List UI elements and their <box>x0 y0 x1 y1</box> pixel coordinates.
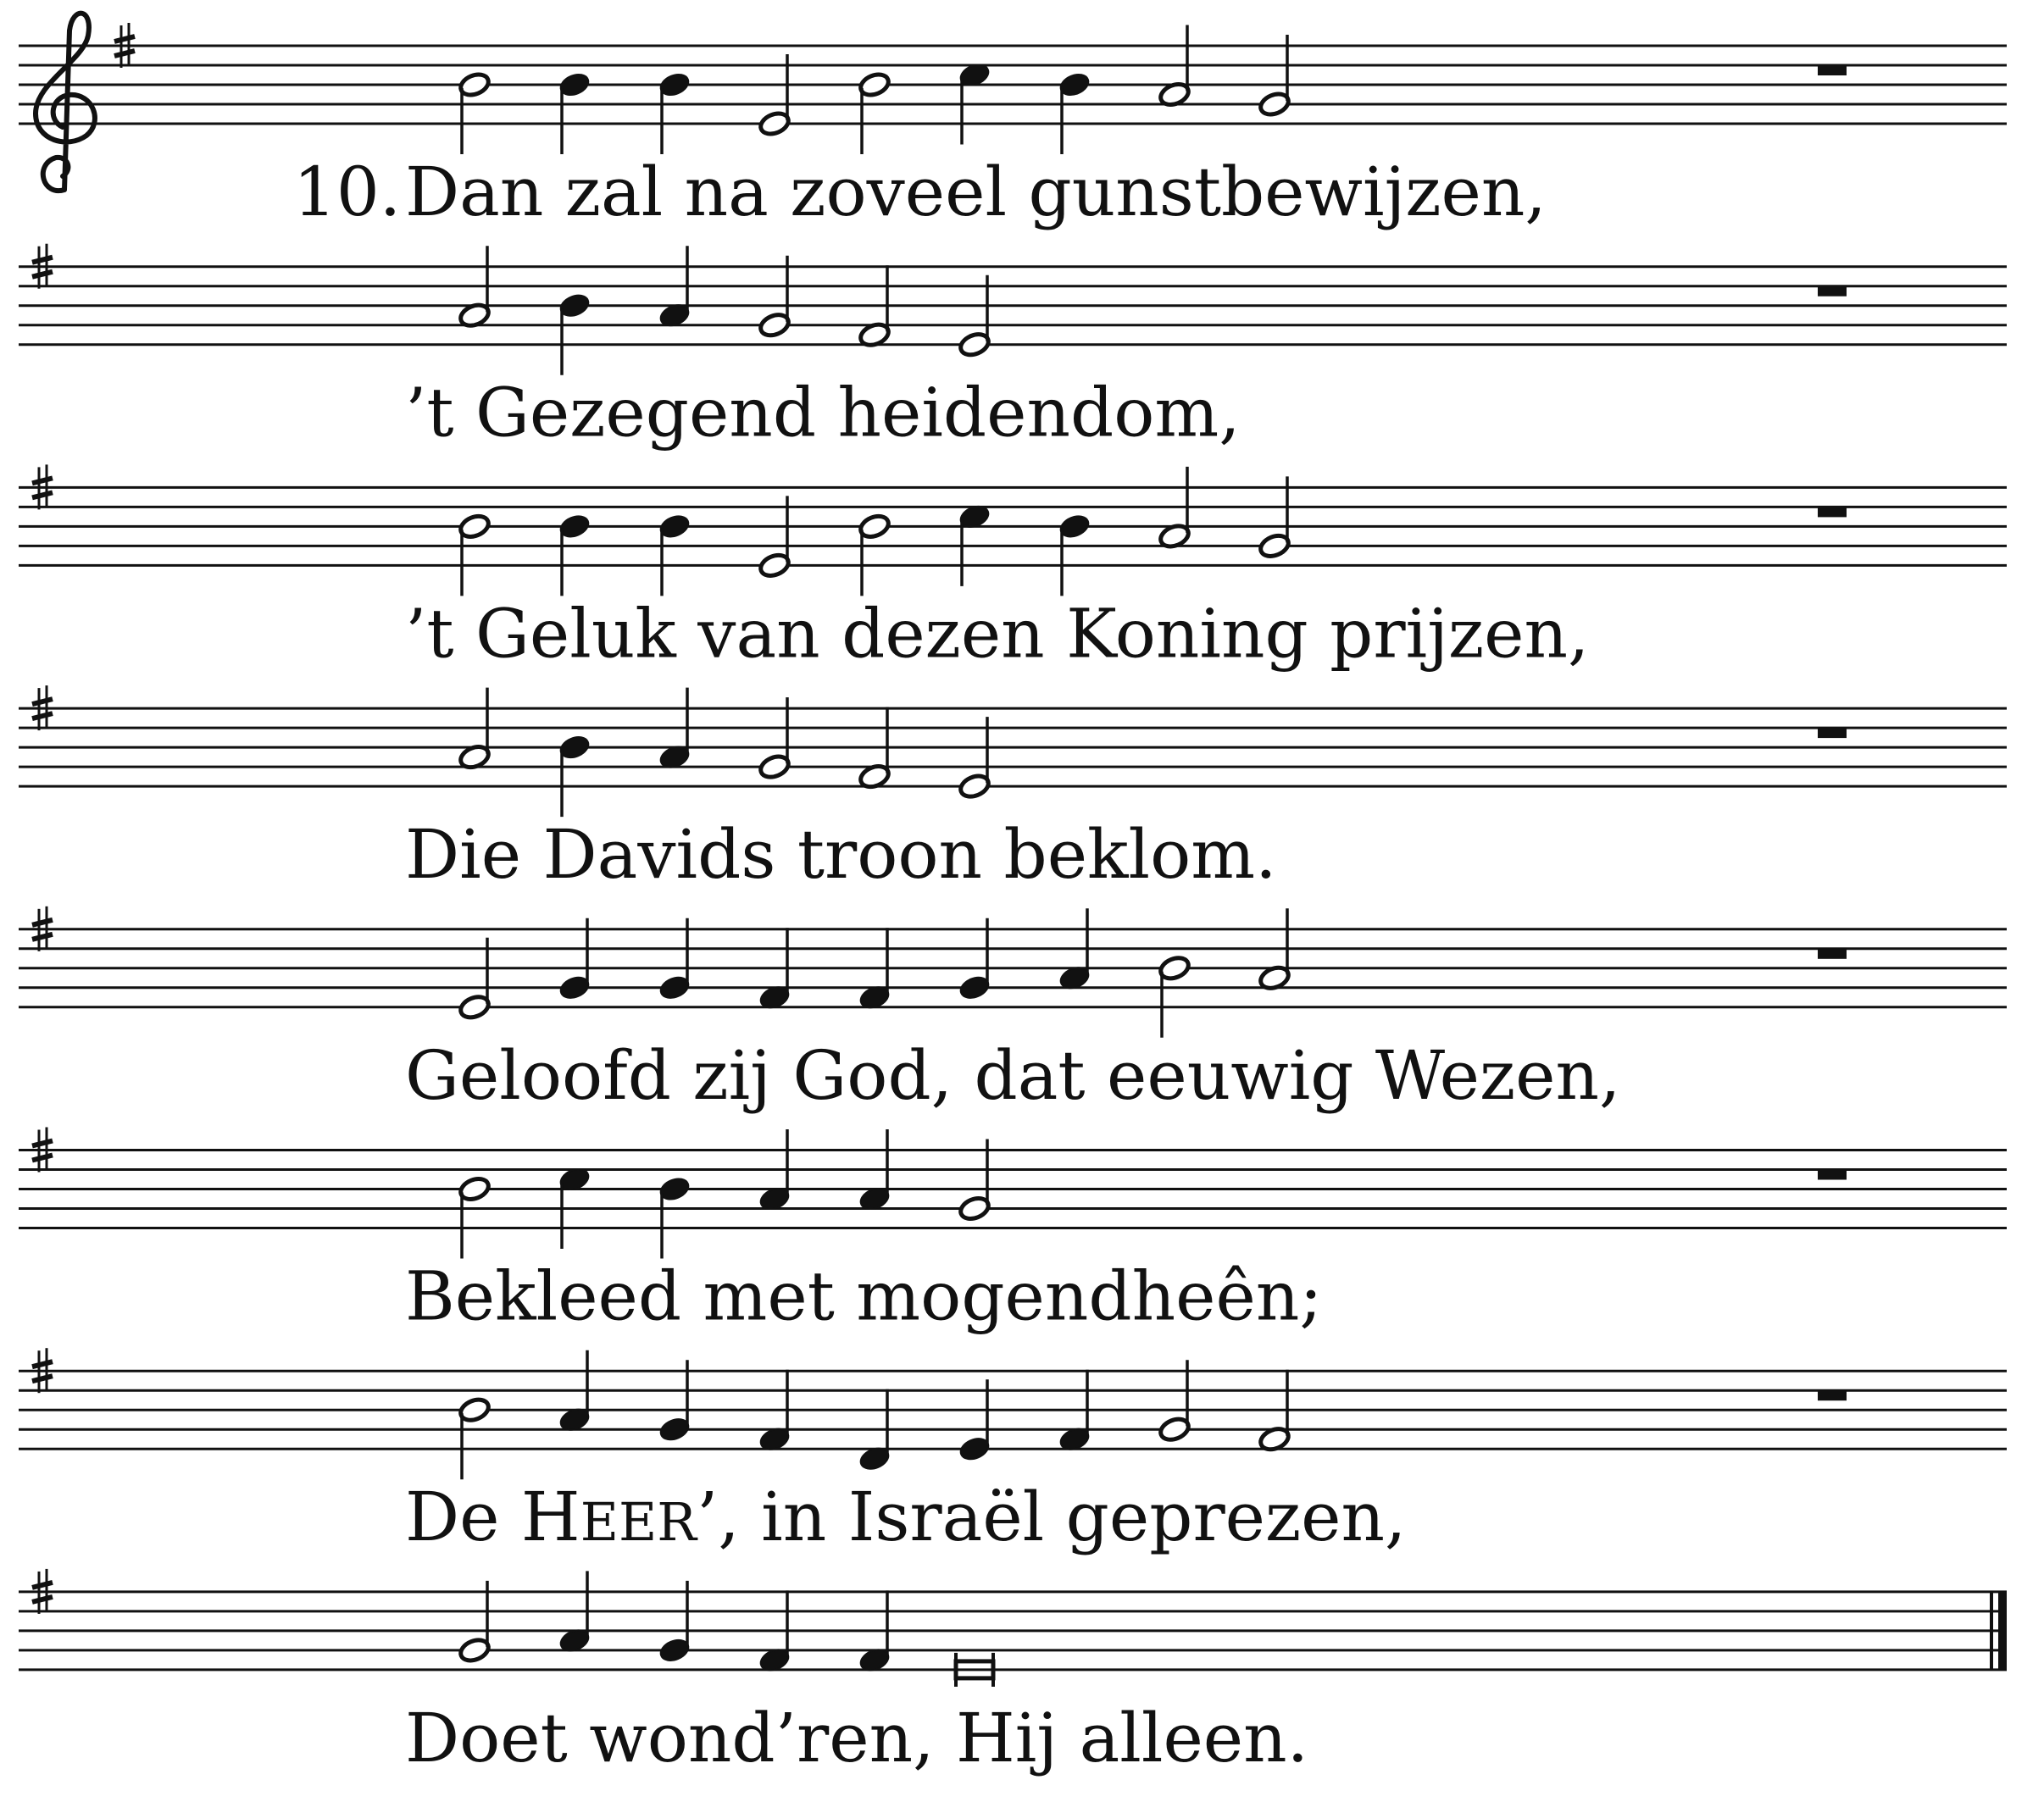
note <box>858 1590 891 1674</box>
note <box>558 918 592 1002</box>
note <box>658 246 692 330</box>
note <box>658 918 692 1002</box>
rest-icon <box>1818 728 1847 738</box>
staff-system <box>19 1569 2007 1687</box>
note <box>458 688 492 772</box>
note <box>558 70 592 154</box>
staff-system <box>19 1348 2007 1479</box>
note <box>958 717 991 801</box>
note <box>558 1571 592 1655</box>
note <box>658 1175 692 1259</box>
lyric-fragment: Geloofd zij God, dat eeuwig Wezen, <box>405 1035 1621 1115</box>
note <box>958 61 991 145</box>
note <box>558 291 592 375</box>
note <box>558 1165 592 1249</box>
staff-system <box>19 244 2007 375</box>
note <box>858 1129 891 1213</box>
rest-icon <box>1818 1170 1847 1180</box>
note <box>458 246 492 330</box>
note <box>958 1139 991 1223</box>
note <box>458 70 492 154</box>
note <box>658 1581 692 1665</box>
note <box>1058 70 1091 154</box>
note <box>458 938 492 1022</box>
lyric-line <box>405 374 1241 452</box>
note <box>758 1370 791 1454</box>
lyric-fragment: ’, in Israël geprezen, <box>696 1478 1407 1557</box>
note <box>458 1581 492 1665</box>
note <box>1158 467 1191 551</box>
lyric-line <box>405 1036 1620 1115</box>
rest-icon <box>1818 1390 1847 1400</box>
note <box>758 1129 791 1213</box>
lyric-line <box>405 1257 1322 1336</box>
note <box>958 918 991 1002</box>
note <box>858 513 891 596</box>
note <box>758 54 791 138</box>
note <box>1258 476 1291 560</box>
note <box>858 70 891 154</box>
rest-icon <box>1818 949 1847 959</box>
note <box>758 1590 791 1674</box>
note <box>958 502 991 586</box>
note <box>1058 1370 1091 1454</box>
rest-icon <box>1818 507 1847 517</box>
lyric-line <box>405 152 1547 231</box>
note <box>758 256 791 340</box>
lyric-fragment: EER <box>580 1491 697 1554</box>
note <box>458 1396 492 1480</box>
note <box>958 1379 991 1463</box>
note <box>458 513 492 596</box>
note <box>558 513 592 596</box>
note <box>1258 1370 1291 1454</box>
note <box>758 928 791 1012</box>
lyric-fragment: ’t Gezegend heidendom, <box>405 373 1241 452</box>
note <box>1258 35 1291 119</box>
note <box>1158 1360 1191 1444</box>
note <box>1158 25 1191 109</box>
note <box>558 1350 592 1434</box>
note <box>958 275 991 359</box>
note <box>858 1389 891 1473</box>
verse-number: 10. <box>293 152 402 231</box>
note <box>658 513 692 596</box>
note <box>858 707 891 791</box>
note <box>1158 954 1191 1038</box>
rest-icon <box>1818 65 1847 75</box>
lyric-line <box>405 815 1277 894</box>
lyric-fragment: Bekleed met mogendheên; <box>405 1256 1323 1336</box>
treble-clef-icon <box>36 14 95 191</box>
staff-system <box>19 907 2007 1038</box>
note <box>658 70 692 154</box>
note <box>658 1360 692 1444</box>
rest-icon <box>1818 286 1847 297</box>
note <box>1058 513 1091 596</box>
note <box>458 1175 492 1259</box>
lyric-fragment: De H <box>405 1478 580 1557</box>
note <box>1058 908 1091 992</box>
note <box>858 265 891 349</box>
lyric-fragment: Die Davids troon beklom. <box>405 815 1277 895</box>
lyric-fragment: Dan zal na zoveel gunstbewijzen, <box>405 152 1547 231</box>
note <box>758 496 791 579</box>
note <box>758 697 791 781</box>
staff-system <box>19 464 2007 596</box>
lyric-line <box>405 1699 1308 1777</box>
lyric-line <box>405 1478 1406 1556</box>
staff-system <box>19 1128 2007 1259</box>
note <box>658 688 692 772</box>
note <box>558 734 592 818</box>
note <box>858 928 891 1012</box>
note <box>1258 908 1291 992</box>
lyric-fragment: Doet wond’ren, Hij alleen. <box>405 1698 1309 1777</box>
staff-system <box>19 685 2007 817</box>
lyric-line <box>405 594 1589 673</box>
lyric-fragment: ’t Geluk van dezen Koning prijzen, <box>405 594 1590 674</box>
